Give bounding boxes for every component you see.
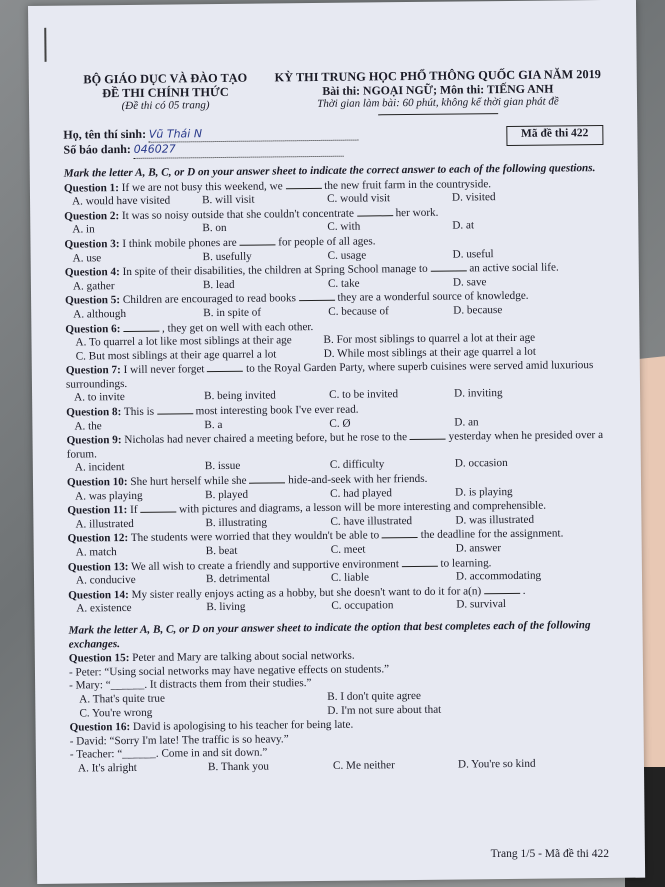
answer-option: D. accommodating <box>455 569 542 583</box>
question-number: Question 2: <box>64 209 120 223</box>
official-label: ĐỀ THI CHÍNH THỨC <box>102 84 229 100</box>
answer-option: A. although <box>73 307 127 321</box>
question-text: to the Royal Garden Party, where superb cuisines were served amid luxurious surroundings. <box>65 359 594 391</box>
answer-option: C. have illustrated <box>330 514 413 528</box>
header-right <box>273 68 603 116</box>
candidate-block <box>63 123 603 160</box>
question-text: most interesting book I've ever read. <box>195 403 359 418</box>
answer-option: A. To quarrel a lot like most siblings at their age <box>75 334 292 349</box>
answer-option: D. inviting <box>454 387 503 401</box>
answer-option: C. to be invited <box>329 388 399 402</box>
name-label: Họ, tên thí sinh: <box>63 126 147 142</box>
answer-option: B. lead <box>202 278 235 291</box>
page-footer: Trang 1/5 - Mã đề thi 422 <box>490 848 609 860</box>
answer-option: C. Ø <box>329 417 351 430</box>
candidate-fields <box>63 125 359 159</box>
question-text: I will never forget <box>123 363 205 377</box>
answer-option: A. would have visited <box>71 194 171 208</box>
answer-options <box>65 331 605 364</box>
question-number: Question 15: <box>68 652 130 665</box>
ministry-name: BỘ GIÁO DỤC VÀ ĐÀO TẠO <box>83 70 248 87</box>
question-text: the deadline for the assignment. <box>420 527 564 542</box>
exchange-list <box>69 647 610 776</box>
answer-option: A. use <box>72 251 102 265</box>
exam-header <box>63 68 603 118</box>
question-number: Question 4: <box>64 266 120 279</box>
answer-blank <box>123 330 159 331</box>
dialogue-line: - David: “Sorry I'm late! The traffic is so heavy.” <box>69 733 289 748</box>
answer-option: A. conducive <box>75 574 136 587</box>
dialogue-line: - Teacher: “______. Come in and sit down.” <box>69 746 268 761</box>
answer-option: D. save <box>452 275 487 289</box>
page-count: (Đề thi có 05 trang) <box>121 99 210 113</box>
exam-paper <box>28 0 645 884</box>
question-number: Question 13: <box>67 560 129 574</box>
answer-option: C. difficulty <box>329 458 385 472</box>
answer-option: B. will visit <box>201 193 255 207</box>
exchange-intro: Peter and Mary are talking about social networks. <box>132 649 355 665</box>
answer-option: A. existence <box>76 602 132 615</box>
question-number: Question 14: <box>68 588 129 602</box>
answer-blank <box>357 215 393 216</box>
question-text: Children are encouraged to read books <box>122 292 296 307</box>
answer-option: A. in <box>72 223 95 236</box>
header-rule <box>378 113 498 115</box>
answer-option: D. answer <box>455 542 502 555</box>
answer-blank <box>249 482 285 483</box>
question-text: for people of all ages. <box>278 235 376 249</box>
answer-option: B. being invited <box>204 389 276 403</box>
question-text: My sister really enjoys acting as a hobby, but she doesn't want to do it for a(n) <box>131 585 482 601</box>
id-label: Số báo danh: <box>63 142 131 158</box>
candidate-id-row <box>63 141 359 160</box>
answer-blank <box>431 271 467 272</box>
question-number: Question 11: <box>67 504 128 517</box>
question-text: We all wish to create a friendly and supportive environment <box>131 557 399 573</box>
answer-option: B. issue <box>204 460 241 473</box>
answer-option: D. an <box>454 415 479 429</box>
question-text: hide-and-seek with her friends. <box>288 472 428 487</box>
question-number: Question 8: <box>66 406 122 419</box>
answer-option: B. beat <box>205 544 238 558</box>
question-text: the new fruit farm in the countryside. <box>324 177 492 192</box>
answer-option: D. While most siblings at their age quarrel a lot <box>323 345 537 360</box>
answer-option: C. meet <box>330 543 366 556</box>
handwritten-name: Vũ Thái N <box>148 126 203 141</box>
answer-option: D. was illustrated <box>455 513 535 527</box>
answer-option: C. had played <box>330 486 393 500</box>
answer-option: B. Thank you <box>207 760 270 774</box>
answer-option: B. illustrating <box>205 516 268 529</box>
question-text: her work. <box>395 206 439 219</box>
answer-blank <box>157 413 193 414</box>
question-number: Question 1: <box>63 181 119 195</box>
question-text: I think mobile phones are <box>122 236 237 250</box>
question-number: Question 6: <box>65 322 121 336</box>
answer-blank <box>285 187 321 188</box>
answer-option: A. illustrated <box>75 517 134 531</box>
question-text: In spite of their disabilities, the children at Spring School manage to <box>122 262 428 279</box>
question-text: If <box>130 504 138 517</box>
answer-option: B. For most siblings to quarrel a lot at their age <box>323 331 536 347</box>
answer-option: C. take <box>327 277 360 290</box>
handwritten-id: 046027 <box>133 142 176 157</box>
answer-option: D. because <box>453 303 503 317</box>
question-number: Question 12: <box>67 532 129 546</box>
question-number: Question 10: <box>66 476 128 489</box>
answer-option: B. a <box>204 418 223 431</box>
answer-option: C. You're wrong <box>79 706 153 720</box>
answer-option: A. incident <box>74 461 125 474</box>
answer-option: A. the <box>74 419 102 433</box>
answer-blank <box>382 537 418 538</box>
question-text: It was so noisy outside that she couldn't concentrate <box>121 207 355 222</box>
answer-option: D. useful <box>452 247 494 261</box>
answer-option: B. living <box>206 601 246 614</box>
question-text: an active social life. <box>469 261 559 275</box>
answer-option: B. played <box>205 488 249 501</box>
exam-code-box: Mã đề thi 422 <box>506 125 604 146</box>
answer-blank <box>402 565 438 566</box>
answer-option: D. at <box>452 219 475 232</box>
answer-blank <box>484 593 520 594</box>
answer-blank <box>207 371 243 372</box>
answer-blank <box>140 512 176 513</box>
dialogue-line: - Peter: “Using social networks may have negative effects on students.” <box>68 663 390 679</box>
answer-option: A. It's alright <box>77 761 137 775</box>
question-text: they are a wonderful source of knowledge. <box>337 290 529 305</box>
answer-option: A. to invite <box>74 391 125 405</box>
answer-option: C. Me neither <box>332 759 395 772</box>
answer-option: D. visited <box>451 191 496 204</box>
question-number: Question 5: <box>65 294 121 307</box>
answer-option: D. I'm not sure about that <box>327 703 442 717</box>
header-left <box>63 71 268 118</box>
time-limit: Thời gian làm bài: 60 phút, không kể thời gian phát đề <box>317 95 559 111</box>
answer-option: C. with <box>327 220 361 234</box>
question-text: to learning. <box>440 556 492 570</box>
question-text: . <box>522 584 526 597</box>
question-list <box>64 177 609 617</box>
answer-blank <box>239 244 275 245</box>
answer-option: C. But most siblings at their age quarrel a lot <box>75 348 277 363</box>
question-text: , they get on well with each other. <box>161 320 314 335</box>
answer-option: A. was playing <box>75 489 143 503</box>
answer-option: C. liable <box>330 571 369 585</box>
answer-option: B. usefully <box>202 250 252 263</box>
question-number: Question 3: <box>64 237 120 251</box>
question-text: with pictures and diagrams, a lesson will be more interesting and comprehensible. <box>179 499 547 516</box>
instructions-part1: Mark the letter A, B, C, or D on your answer sheet to indicate the correct answer to each of the following questions. <box>63 162 596 180</box>
answer-option: B. I don't quite agree <box>327 689 421 703</box>
question-number: Question 16: <box>69 721 131 734</box>
question-number: Question 7: <box>65 364 121 377</box>
answer-option: D. occasion <box>454 457 508 470</box>
answer-option: D. is playing <box>455 485 513 499</box>
answer-option: D. survival <box>456 598 507 611</box>
exchange-intro: David is apologising to his teacher for being late. <box>132 718 354 734</box>
answer-option: C. because of <box>328 305 389 318</box>
answer-option: B. detrimental <box>205 572 271 586</box>
instructions-part2: Mark the letter A, B, C, or D on your answer sheet to indicate the option that best completes each of the following exchanges. <box>68 619 591 651</box>
answer-option: C. would visit <box>326 192 391 206</box>
answer-option: B. in spite of <box>203 306 262 320</box>
question-number: Question 9: <box>66 434 122 447</box>
question-text: If we are not busy this weekend, we <box>121 179 283 194</box>
answer-option: A. gather <box>72 279 115 293</box>
paper-content <box>63 68 610 776</box>
exam-title: KỲ THI TRUNG HỌC PHỔ THÔNG QUỐC GIA NĂM 2019 <box>274 67 601 85</box>
subject-line: Bài thi: NGOẠI NGỮ; Môn thi: TIẾNG ANH <box>322 81 554 98</box>
id-field <box>134 141 344 159</box>
question-text: Nicholas had never chaired a meeting before, but he rose to the <box>124 431 408 447</box>
answer-option: A. That's quite true <box>79 692 166 706</box>
question-text: She hurt herself while she <box>130 474 247 488</box>
answer-blank <box>410 439 446 440</box>
answer-option: D. You're so kind <box>457 757 536 771</box>
dialogue-line: - Mary: “______. It distracts them from their studies.” <box>69 677 312 692</box>
answer-option: A. match <box>75 546 117 559</box>
answer-option: C. occupation <box>331 599 394 613</box>
staple-mark <box>44 28 46 62</box>
answer-option: B. on <box>202 222 227 235</box>
question-text: This is <box>123 405 155 419</box>
question-text: yesterday when he presided over a forum. <box>66 429 604 461</box>
answer-blank <box>299 300 335 301</box>
question-text: The students were worried that they wouldn't be able to <box>130 529 380 545</box>
answer-option: C. usage <box>327 249 367 262</box>
answer-options <box>69 688 609 721</box>
